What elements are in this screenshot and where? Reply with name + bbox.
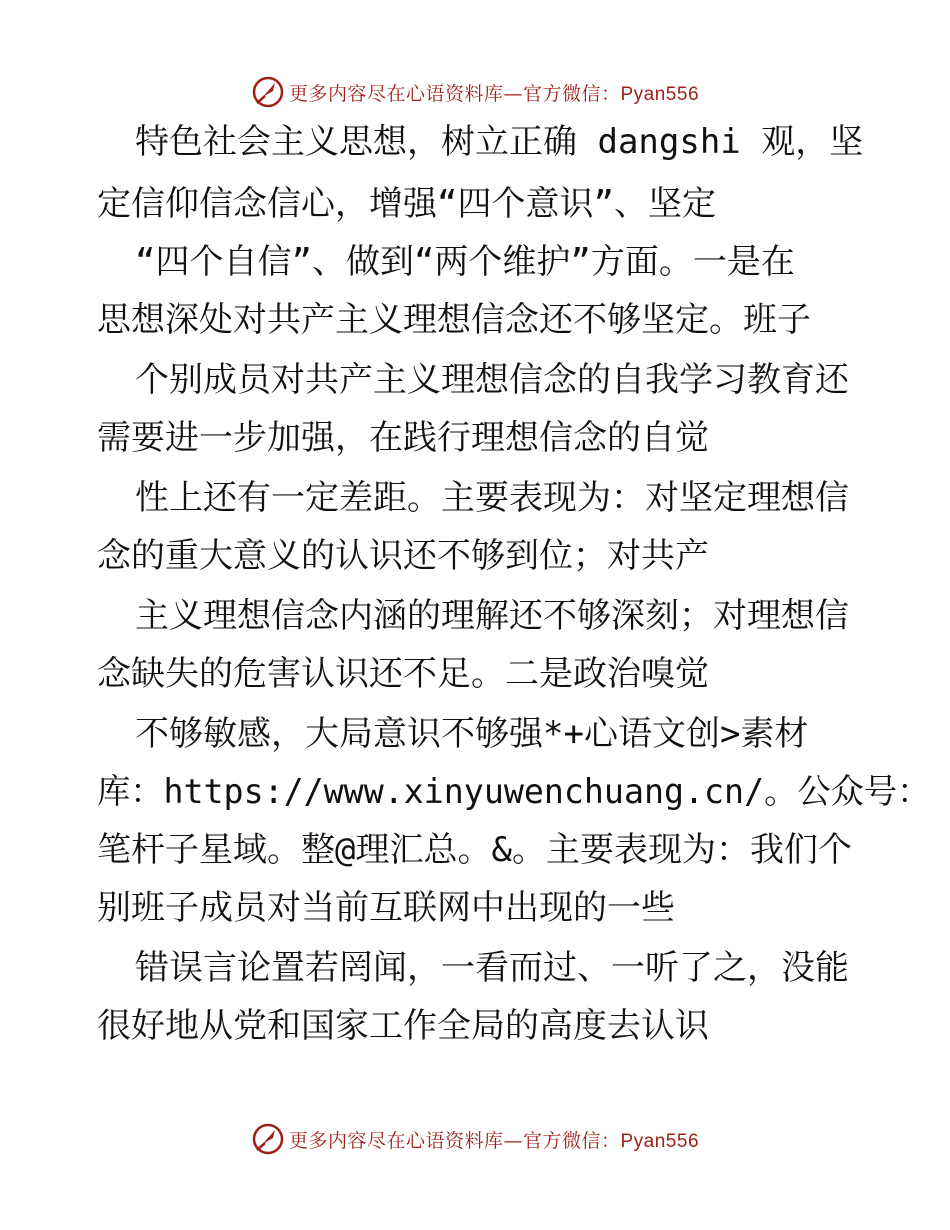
footer-banner [0, 1119, 950, 1159]
body-line: 念的重大意义的认识还不够到位；对共产 [97, 536, 709, 576]
body-line: 念缺失的危害认识还不足。二是政治嗅觉 [97, 654, 709, 694]
body-line: 错误言论置若罔闻，一看而过、一听了之，没能 [135, 948, 849, 988]
body-line: 特色社会主义思想，树立正确 dangshi 观，坚 [135, 122, 864, 162]
body-line: “四个自信”、做到“两个维护”方面。一是在 [135, 242, 795, 282]
header-banner [0, 72, 950, 112]
body-line: 个别成员对共产主义理想信念的自我学习教育还 [135, 360, 849, 400]
body-line: 需要进一步加强，在践行理想信念的自觉 [97, 418, 709, 458]
feather-logo-icon [251, 1122, 285, 1156]
body-line: 性上还有一定差距。主要表现为：对坚定理想信 [135, 478, 849, 518]
footer-banner-text: 更多内容尽在心语资料库—官方微信：Pyan556 [288, 1129, 700, 1152]
feather-logo-icon [251, 75, 285, 109]
body-line: 别班子成员对当前互联网中出现的一些 [97, 888, 675, 928]
body-line: 主义理想信念内涵的理解还不够深刻；对理想信 [135, 596, 849, 636]
body-line: 库：https://www.xinyuwenchuang.cn/。公众号： [97, 772, 931, 812]
header-banner-text: 更多内容尽在心语资料库—官方微信：Pyan556 [288, 82, 700, 105]
footer-wechat-id: Pyan556 [620, 1130, 700, 1152]
body-line: 思想深处对共产主义理想信念还不够坚定。班子 [97, 300, 811, 340]
body-line: 笔杆子星域。整@理汇总。&。主要表现为：我们个 [97, 830, 852, 870]
body-line: 很好地从党和国家工作全局的高度去认识 [97, 1006, 709, 1046]
header-wechat-id: Pyan556 [620, 83, 700, 105]
body-line: 不够敏感，大局意识不够强*+心语文创>素材 [135, 714, 809, 754]
body-line: 定信仰信念信心，增强“四个意识”、坚定 [97, 184, 716, 224]
